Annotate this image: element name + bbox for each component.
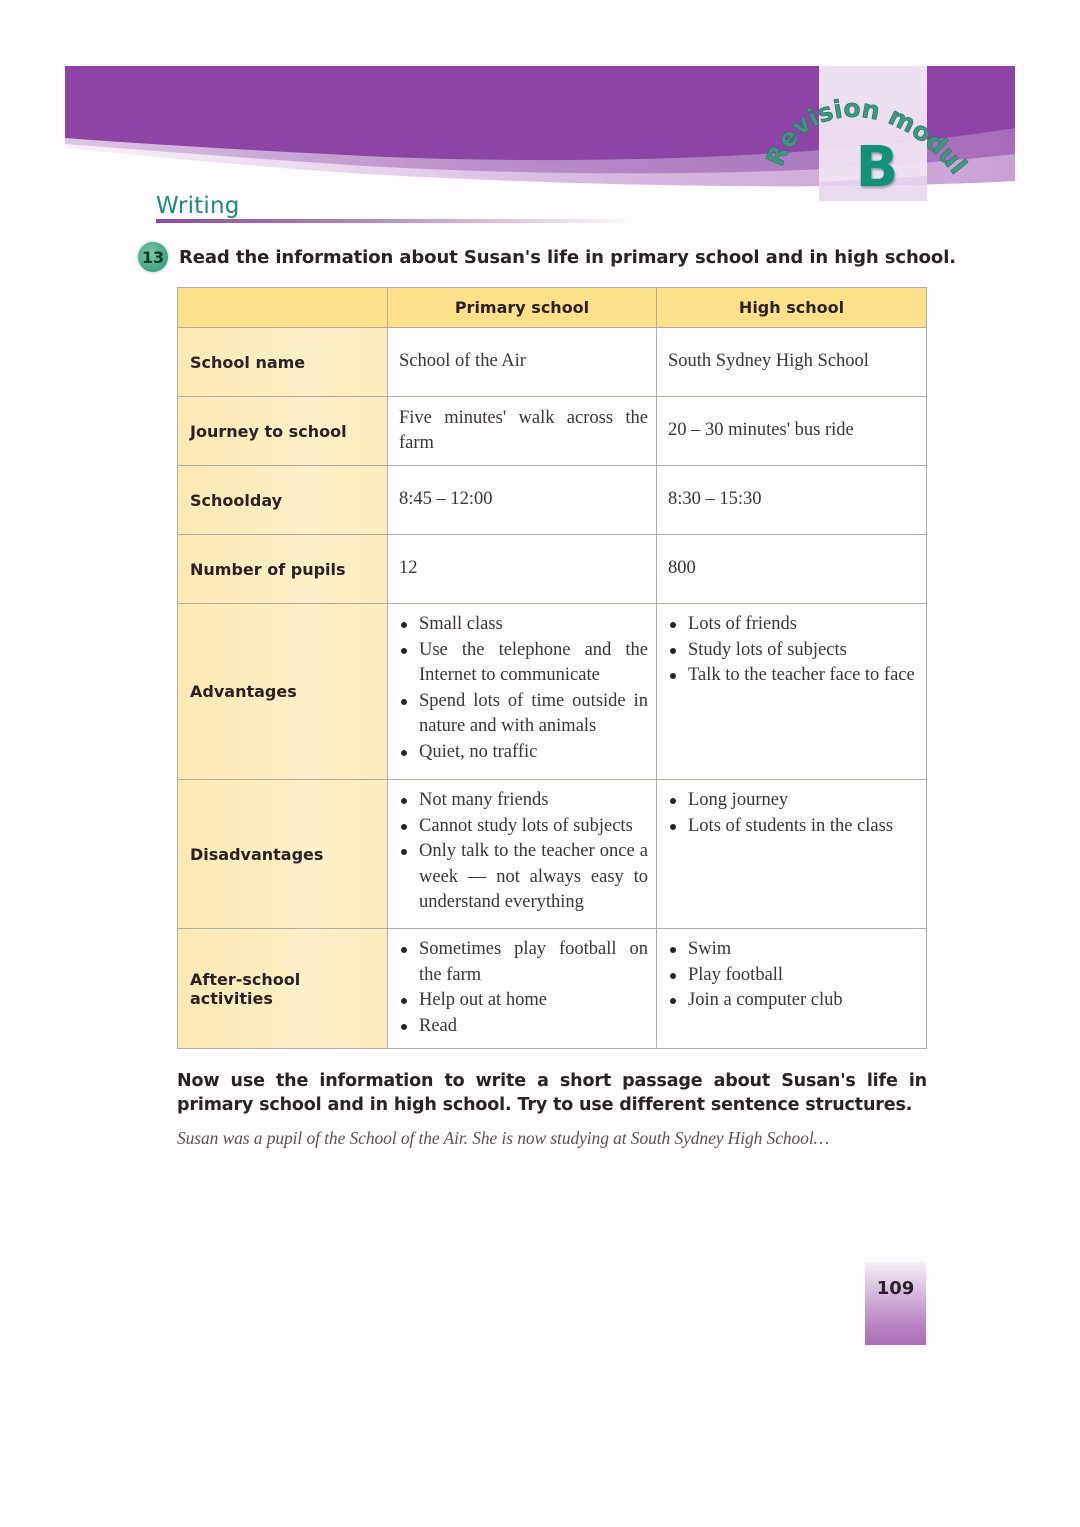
header-high-school: High school — [657, 288, 927, 328]
row-label: Journey to school — [178, 397, 388, 466]
table-row-schoolday — [178, 466, 927, 535]
writing-instruction: Now use the information to write a short passage about Susan's life in primary school and in high school. Try to use different sentence structures. — [177, 1071, 927, 1115]
bullet-item: Long journey — [668, 788, 918, 814]
bullet-item: Join a computer club — [668, 988, 918, 1014]
table-header-row — [178, 288, 927, 328]
cell-high: 800 — [657, 535, 927, 604]
cell-high: South Sydney High School — [657, 328, 927, 397]
cell-high — [657, 929, 927, 1049]
task-instruction: Read the information about Susan's life in primary school and in high school. — [179, 246, 956, 268]
module-arc-text: Revision modul — [760, 93, 970, 180]
cell-primary: Five minutes' walk across the farm — [388, 397, 657, 466]
bullet-item: Only talk to the teacher once a week — not always easy to understand everything — [399, 839, 648, 916]
bullet-item: Study lots of subjects — [668, 638, 918, 664]
bullet-item: Quiet, no traffic — [399, 740, 648, 766]
bullet-list — [399, 937, 648, 1039]
cell-primary — [388, 780, 657, 929]
row-label: Number of pupils — [178, 535, 388, 604]
module-letter: B — [855, 135, 899, 200]
comparison-table — [177, 287, 927, 1049]
cell-primary: 8:45 – 12:00 — [388, 466, 657, 535]
section-title: Writing — [156, 193, 240, 219]
bullet-list — [399, 788, 648, 916]
bullet-item: Sometimes play football on the farm — [399, 937, 648, 988]
cell-high: 8:30 – 15:30 — [657, 466, 927, 535]
table-row-journey — [178, 397, 927, 466]
header-cell-empty — [178, 288, 388, 328]
cell-primary: School of the Air — [388, 328, 657, 397]
bullet-item: Play football — [668, 963, 918, 989]
table-row-after-school — [178, 929, 927, 1049]
bullet-item: Use the telephone and the Internet to communicate — [399, 638, 648, 689]
cell-high: 20 – 30 minutes' bus ride — [657, 397, 927, 466]
bullet-item: Lots of students in the class — [668, 814, 918, 840]
bullet-item: Help out at home — [399, 988, 648, 1014]
page-number: 109 — [876, 1278, 915, 1299]
row-label: Disadvantages — [178, 780, 388, 929]
bullet-list — [668, 788, 918, 839]
cell-high — [657, 604, 927, 780]
row-label: Schoolday — [178, 466, 388, 535]
bullet-list — [668, 612, 918, 689]
section-divider — [156, 219, 636, 223]
task-instruction-row — [138, 242, 956, 272]
bullet-list — [399, 612, 648, 765]
cell-primary — [388, 604, 657, 780]
row-label: Advantages — [178, 604, 388, 780]
header-primary-school: Primary school — [388, 288, 657, 328]
cell-high — [657, 780, 927, 929]
row-label: School name — [178, 328, 388, 397]
page-number-tab — [865, 1262, 926, 1345]
task-number-badge: 13 — [138, 242, 168, 272]
cell-primary — [388, 929, 657, 1049]
bullet-item: Read — [399, 1014, 648, 1040]
row-label: After-school activities — [178, 929, 388, 1049]
bullet-item: Cannot study lots of subjects — [399, 814, 648, 840]
bullet-item: Swim — [668, 937, 918, 963]
bullet-item: Talk to the teacher face to face — [668, 663, 918, 689]
example-sentence: Susan was a pupil of the School of the Air. She is now studying at South Sydney High School… — [177, 1128, 830, 1148]
cell-primary: 12 — [388, 535, 657, 604]
bullet-item: Lots of friends — [668, 612, 918, 638]
bullet-item: Small class — [399, 612, 648, 638]
bullet-item: Not many friends — [399, 788, 648, 814]
table-row-pupils — [178, 535, 927, 604]
bullet-list — [668, 937, 918, 1014]
table-row-advantages — [178, 604, 927, 780]
table-row-school-name — [178, 328, 927, 397]
table-row-disadvantages — [178, 780, 927, 929]
bullet-item: Spend lots of time outside in nature and with animals — [399, 689, 648, 740]
